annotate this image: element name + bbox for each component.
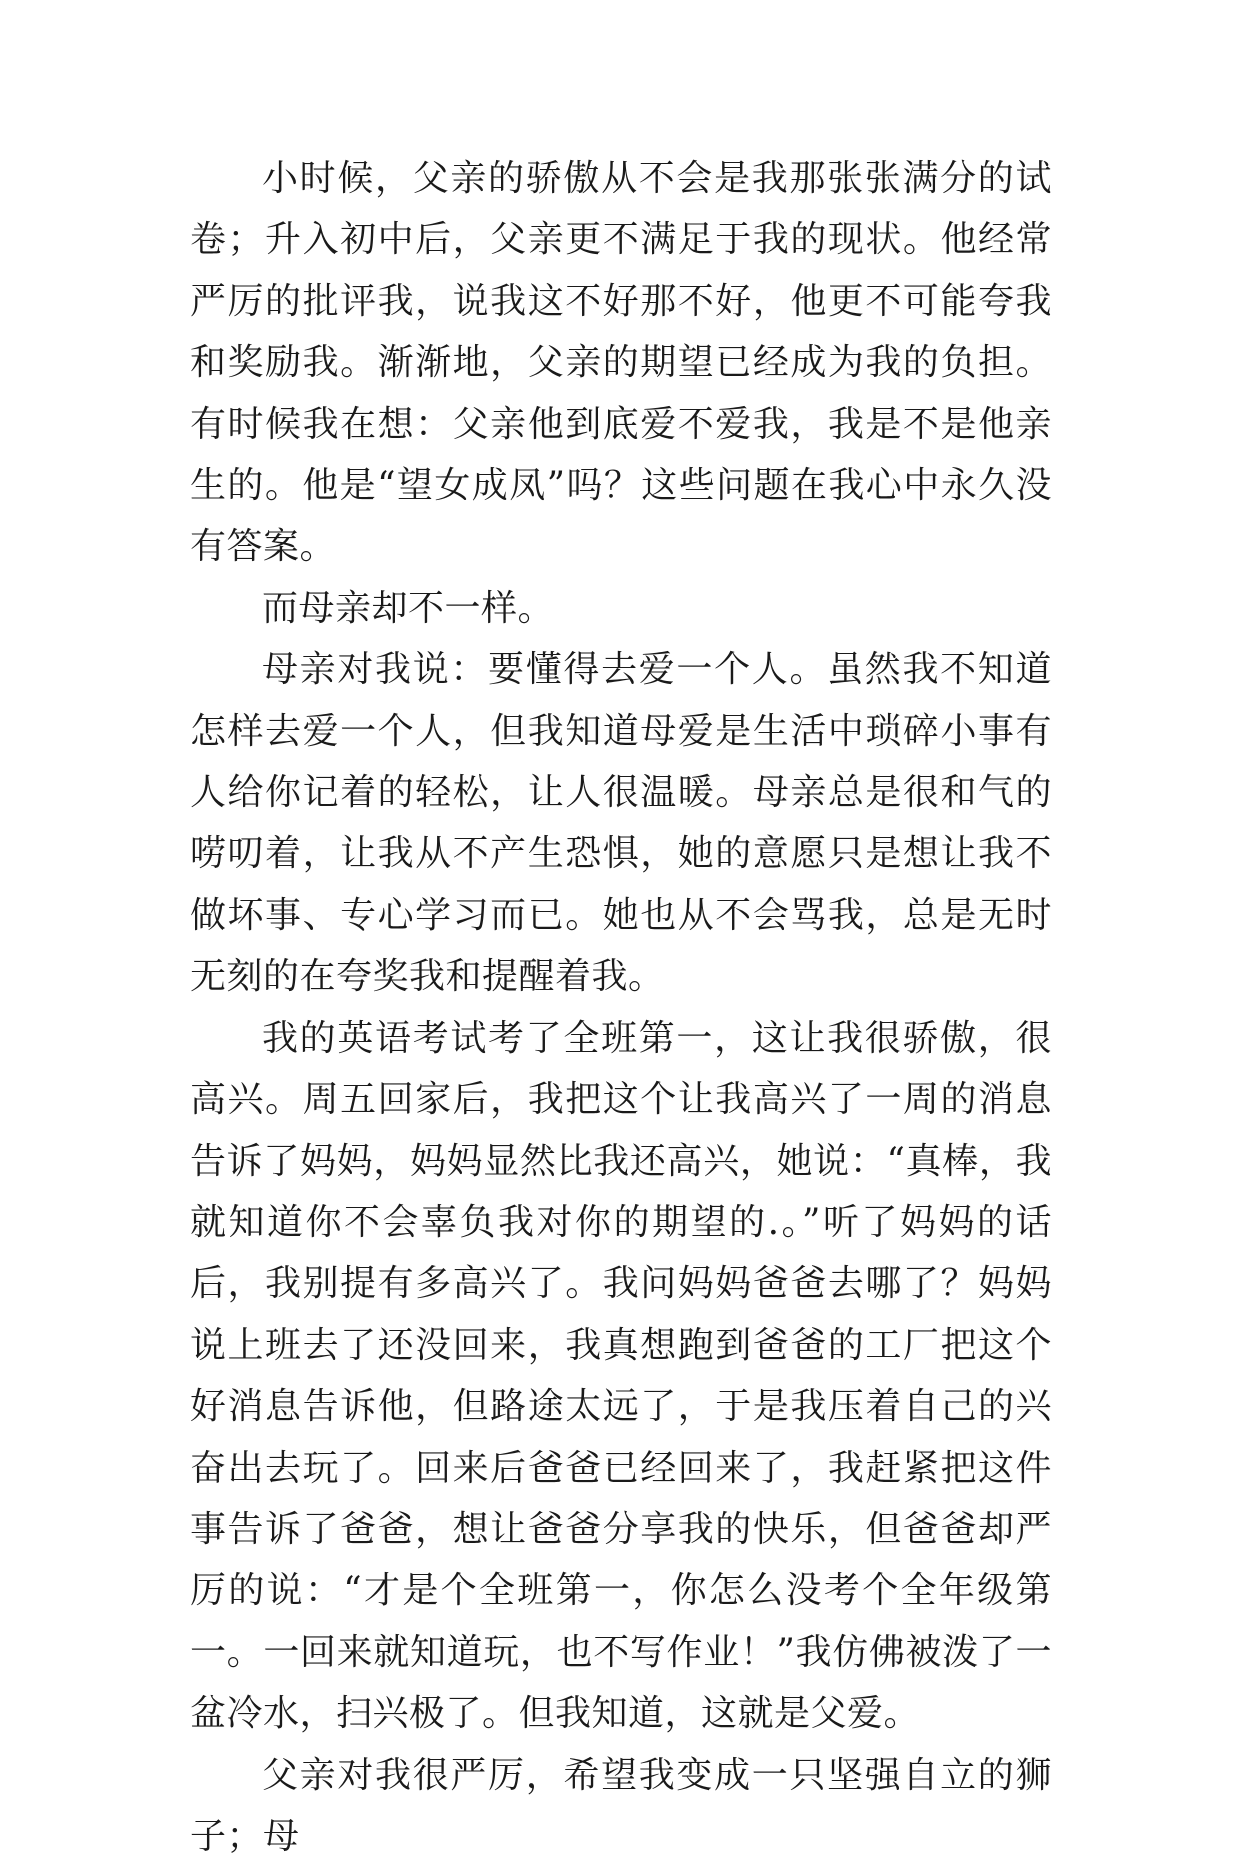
paragraph-mother-different: 而母亲却不一样。 (262, 587, 555, 629)
paragraph-mother-love: 母亲对我说：要懂得去爱一个人。虽然我不知道怎样去爱一个人，但我知道母爱是生活中琐碎小事有人给你记着的轻松，让人很温暖。母亲总是很和气的唠叨着，让我从不产生恐惧，她的意愿只是想让我不做坏事、专心学习而已。她也从不会骂我，总是无时无刻的在夸奖我和提醒着我。 (190, 649, 1052, 998)
paragraph-english-exam: 我的英语考试考了全班第一，这让我很骄傲，很高兴。周五回家后，我把这个让我高兴了一周的消息告诉了妈妈，妈妈显然比我还高兴，她说：“真棒，我就知道你不会辜负我对你的期望的.。”听了妈妈的话后，我别提有多高兴了。我问妈妈爸爸去哪了？妈妈说上班去了还没回来，我真想跑到爸爸的工厂把这个好消息告诉他，但路途太远了，于是我压着自己的兴奋出去玩了。回来后爸爸已经回来了，我赶紧把这件事告诉了爸爸，想让爸爸分享我的快乐，但爸爸却严厉的说：“才是个全班第一，你怎么没考个全年级第一。一回来就知道玩，也不写作业！”我仿佛被泼了一盆冷水，扫兴极了。但我知道，这就是父爱。 (190, 1017, 1052, 1735)
document-body (190, 148, 1052, 1867)
paragraph-father-pride: 小时候，父亲的骄傲从不会是我那张张满分的试卷；升入初中后，父亲更不满足于我的现状。他经常严厉的批评我，说我这不好那不好，他更不可能夸我和奖励我。渐渐地，父亲的期望已经成为我的负担。有时候我在想：父亲他到底爱不爱我，我是不是他亲生的。他是“望女成凤”吗？这些问题在我心中永久没有答案。 (190, 158, 1052, 568)
paragraph-father-strict: 父亲对我很严厉，希望我变成一只坚强自立的狮子；母 (190, 1754, 1052, 1857)
